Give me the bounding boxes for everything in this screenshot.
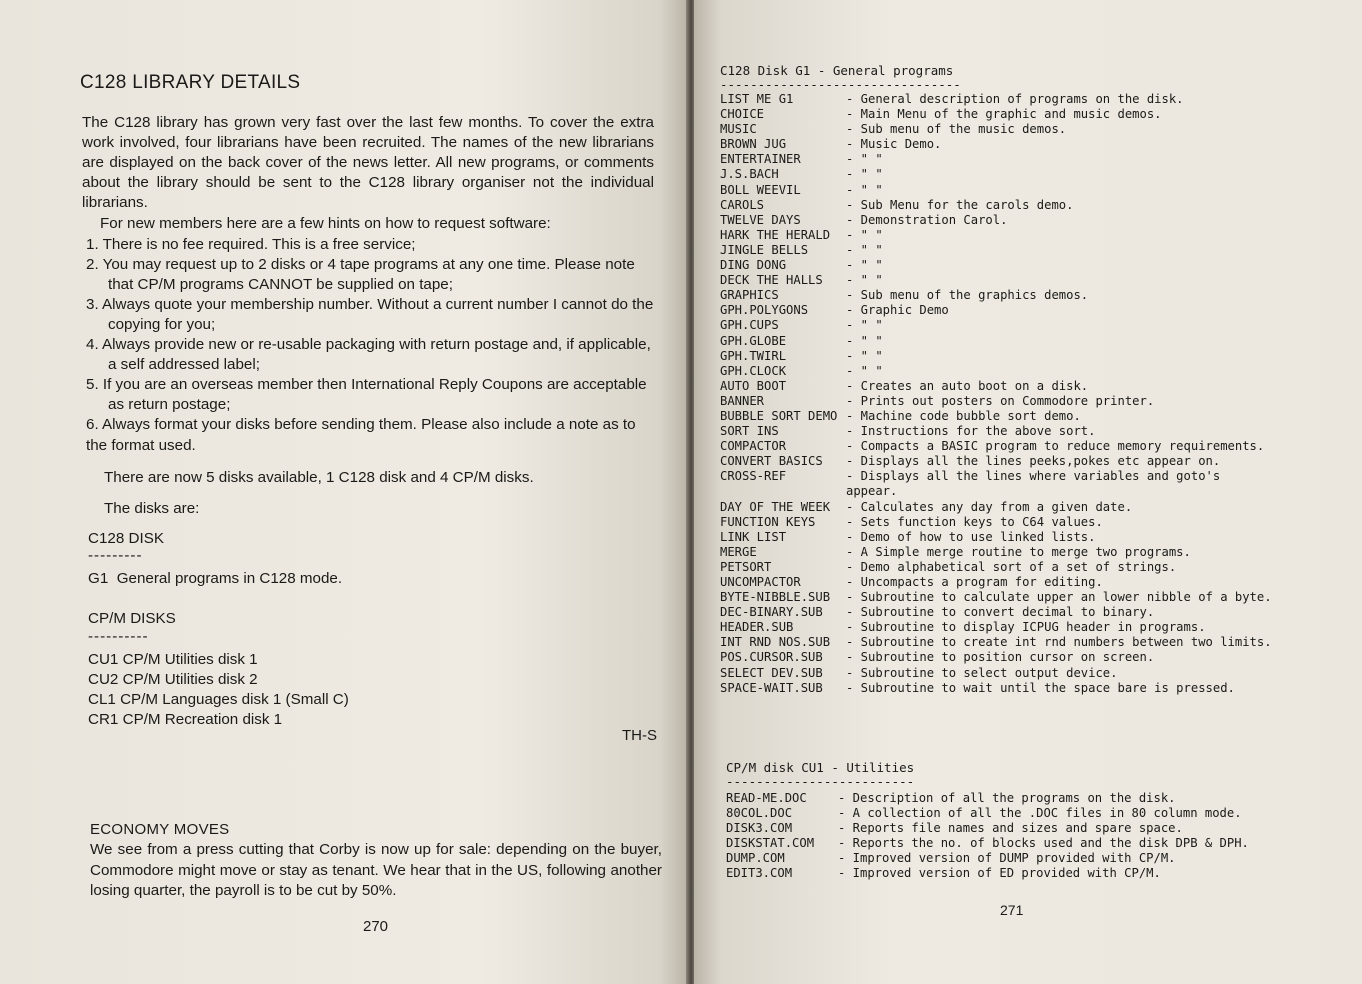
list-item [726,836,1268,851]
program-description: - " " [846,167,883,182]
list-item [720,394,1276,409]
list-item [726,866,1268,881]
program-description: - " " [846,242,883,257]
program-description: - Description of all the programs on the disk. [838,791,1176,805]
program-description: - " " [846,333,883,348]
program-name: EDIT3.COM [726,866,793,881]
list-item [720,364,1276,379]
hint-item: 4. Always provide new or re-usable packaging with return postage and, if applicable, a self addressed label; [86,336,651,374]
list-item [720,454,1276,469]
list-item [720,515,1276,530]
list-item [726,791,1268,806]
list-item [720,243,1276,258]
program-description: - Creates an auto boot on a disk. [846,378,1089,393]
program-name: LINK LIST [720,529,787,544]
signature: TH-S [622,727,657,744]
disks-are: The disks are: [104,500,200,517]
program-name: TWELVE DAYS [720,212,801,227]
program-description: - Sub Menu for the carols demo. [846,197,1074,212]
program-name: COMPACTOR [720,439,787,454]
program-description: - " " [846,348,883,363]
list-item [720,500,1276,515]
program-name: GPH.GLOBE [720,333,787,348]
program-description: - " " [846,273,883,288]
program-name: GRAPHICS [720,288,779,303]
economy-paragraph: We see from a press cutting that Corby is now up for sale: depending on the buyer, Commodore might move or stay as tenant. We hear that in the US, following another losing quarter, the payroll is to be cut by 50%. [90,841,662,899]
list-item [720,92,1276,107]
program-name: CROSS-REF [720,469,787,484]
program-name: MERGE [720,544,757,559]
program-description: - General description of programs on the disk. [846,92,1184,106]
program-description: - Improved version of DUMP provided with CP/M. [838,851,1176,866]
list-item [720,198,1276,213]
program-description: - Displays all the lines where variables and goto's appear. [846,469,1221,499]
program-description: - Machine code bubble sort demo. [846,408,1081,423]
program-name: GPH.CLOCK [720,363,787,378]
list-item [720,590,1276,605]
program-name: FUNCTION KEYS [720,514,816,529]
list-item [720,122,1276,137]
list-item [720,183,1276,198]
program-name: BROWN JUG [720,137,787,152]
list-item [720,137,1276,152]
program-description: - Subroutine to select output device. [846,665,1118,680]
program-name: DISKSTAT.COM [726,836,815,851]
program-name: DING DONG [720,258,787,273]
program-description: - " " [846,363,883,378]
program-name: JINGLE BELLS [720,242,809,257]
program-description: - Demonstration Carol. [846,212,1008,227]
list-item [720,635,1276,650]
page-number: 270 [363,918,389,935]
program-name: CONVERT BASICS [720,454,823,469]
program-description: - Demo alphabetical sort of a set of strings. [846,559,1177,574]
list-item [720,273,1276,288]
program-name: CAROLS [720,197,765,212]
list-item [720,666,1276,681]
divider: -------------------------------- [720,77,961,92]
program-description: - Main Menu of the graphic and music demos. [846,107,1162,122]
hints-intro: For new members here are a few hints on how to request software: [100,215,551,233]
program-name: CHOICE [720,107,765,122]
disks-available: There are now 5 disks available, 1 C128 disk and 4 CP/M disks. [104,469,534,486]
list-item [720,167,1276,182]
list-item [726,821,1268,836]
program-description: - Reports file names and sizes and spare space. [838,821,1183,836]
hint-item: 1. There is no fee required. This is a free service; [86,235,416,253]
program-description: - Subroutine to position cursor on screen. [846,650,1155,665]
program-description: - Prints out posters on Commodore printer. [846,393,1155,408]
program-description: - Subroutine to calculate upper an lower nibble of a byte. [846,590,1272,605]
list-item [720,439,1276,454]
program-description: - Subroutine to display ICPUG header in programs. [846,620,1206,635]
program-name: BUBBLE SORT DEMO [720,408,838,423]
program-description: - " " [846,258,883,273]
program-description: - A Simple merge routine to merge two programs. [846,544,1191,559]
page-title: C128 LIBRARY DETAILS [80,72,301,93]
program-name: HARK THE HERALD [720,227,831,242]
list-item [720,681,1276,696]
program-description: - Calculates any day from a given date. [846,499,1133,514]
program-name: BOLL WEEVIL [720,182,801,197]
list-item [720,107,1276,122]
program-description: - Sub menu of the music demos. [846,122,1067,137]
cpm-disk-item: CR1 CP/M Recreation disk 1 [88,711,283,728]
program-description: - Subroutine to wait until the space bare is pressed. [846,680,1235,695]
list-item [720,213,1276,228]
c128-heading: C128 DISK [88,530,164,547]
list-item [720,620,1276,635]
program-description: - Instructions for the above sort. [846,424,1096,439]
list-item [720,605,1276,620]
cpm-disk-item: CL1 CP/M Languages disk 1 (Small C) [88,691,349,708]
program-name: SPACE-WAIT.SUB [720,680,823,695]
program-name: LIST ME G1 [720,92,794,106]
program-name: BANNER [720,393,765,408]
program-name: AUTO BOOT [720,378,787,393]
program-description: - Music Demo. [846,137,942,152]
list-item [726,806,1268,821]
divider: ---------- [88,628,149,645]
cpm-disk-item: CU1 CP/M Utilities disk 1 [88,651,258,668]
program-description: - Uncompacts a program for editing. [846,575,1103,589]
program-description: - " " [846,152,883,167]
list-item [720,530,1276,545]
list-item [720,152,1276,167]
list-item [720,575,1276,590]
program-description: - A collection of all the .DOC files in 80 column mode. [838,806,1242,821]
program-description: - Improved version of ED provided with CP/M. [838,866,1161,881]
program-description: - " " [846,227,883,242]
program-description: - Subroutine to create int rnd numbers between two limits. [846,635,1272,650]
list-item [726,851,1268,866]
list-item [720,228,1276,243]
right-page [694,0,1362,984]
program-name: READ-ME.DOC [726,791,807,805]
list-item [720,409,1276,424]
hint-item: 2. You may request up to 2 disks or 4 tape programs at any one time. Please note that CP/M programs CANNOT be supplied on tape; [86,255,635,293]
program-name: HEADER.SUB [720,620,794,635]
g1-heading: C128 Disk G1 - General programs [720,63,954,78]
list-item [720,469,1276,499]
program-description: - Compacts a BASIC program to reduce memory requirements. [846,439,1265,454]
program-description: - Displays all the lines peeks,pokes etc appear on. [846,454,1221,469]
cu1-program-list [726,791,1268,882]
list-item [720,379,1276,394]
program-name: GPH.TWIRL [720,348,787,363]
divider: --------- [88,547,143,564]
list-item [720,349,1276,364]
list-item [720,560,1276,575]
cpm-heading: CP/M DISKS [88,610,176,627]
list-item [720,258,1276,273]
program-name: PETSORT [720,559,772,574]
program-description: - Sets function keys to C64 values. [846,514,1103,529]
list-item [720,303,1276,318]
divider: ------------------------- [726,774,915,789]
hint-item: 5. If you are an overseas member then International Reply Coupons are acceptable as return postage; [86,376,647,414]
program-description: - Demo of how to use linked lists. [846,529,1096,544]
program-description: - " " [846,318,883,333]
program-name: SORT INS [720,424,779,439]
program-name: INT RND NOS.SUB [720,635,831,650]
cu1-heading: CP/M disk CU1 - Utilities [726,760,915,775]
program-name: POS.CURSOR.SUB [720,650,823,665]
page-number: 271 [1000,902,1024,918]
list-item [720,334,1276,349]
g1-program-list [720,92,1276,696]
program-description: - Reports the no. of blocks used and the disk DPB & DPH. [838,836,1249,851]
hint-item: 3. Always quote your membership number. Without a current number I cannot do the copying for you; [86,295,654,333]
cpm-disk-item: CU2 CP/M Utilities disk 2 [88,671,258,688]
program-description: - Sub menu of the graphics demos. [846,288,1089,303]
program-name: DISK3.COM [726,821,793,836]
program-name: DECK THE HALLS [720,273,823,288]
program-name: J.S.BACH [720,167,779,182]
list-item [720,424,1276,439]
program-description: - Subroutine to convert decimal to binary. [846,605,1155,620]
library-intro [82,113,654,456]
program-name: UNCOMPACTOR [720,575,801,589]
list-item [720,288,1276,303]
list-item [720,545,1276,560]
program-name: 80COL.DOC [726,806,793,821]
list-item [720,650,1276,665]
program-name: SELECT DEV.SUB [720,665,823,680]
program-name: DEC-BINARY.SUB [720,605,823,620]
program-name: DUMP.COM [726,851,785,866]
program-description: - " " [846,182,883,197]
program-name: DAY OF THE WEEK [720,499,831,514]
program-name: BYTE-NIBBLE.SUB [720,590,831,605]
list-item [720,318,1276,333]
program-name: ENTERTAINER [720,152,801,167]
section-title: ECONOMY MOVES [90,821,230,838]
program-name: MUSIC [720,122,757,137]
program-description: - Graphic Demo [846,303,949,318]
intro-paragraph: The C128 library has grown very fast over the last few months. To cover the extra work involved, four librarians have been recruited. The names of the new librarians are displayed on the back cover of the news letter. All new programs, or comments about the library should be sent to the C128 library organiser not the individual librarians. [82,114,654,212]
hint-item: 6. Always format your disks before sending them. Please also include a note as to the format used. [86,416,636,454]
program-name: GPH.POLYGONS [720,303,809,318]
program-name: GPH.CUPS [720,318,779,333]
c128-disk-item: G1 General programs in C128 mode. [88,570,343,587]
